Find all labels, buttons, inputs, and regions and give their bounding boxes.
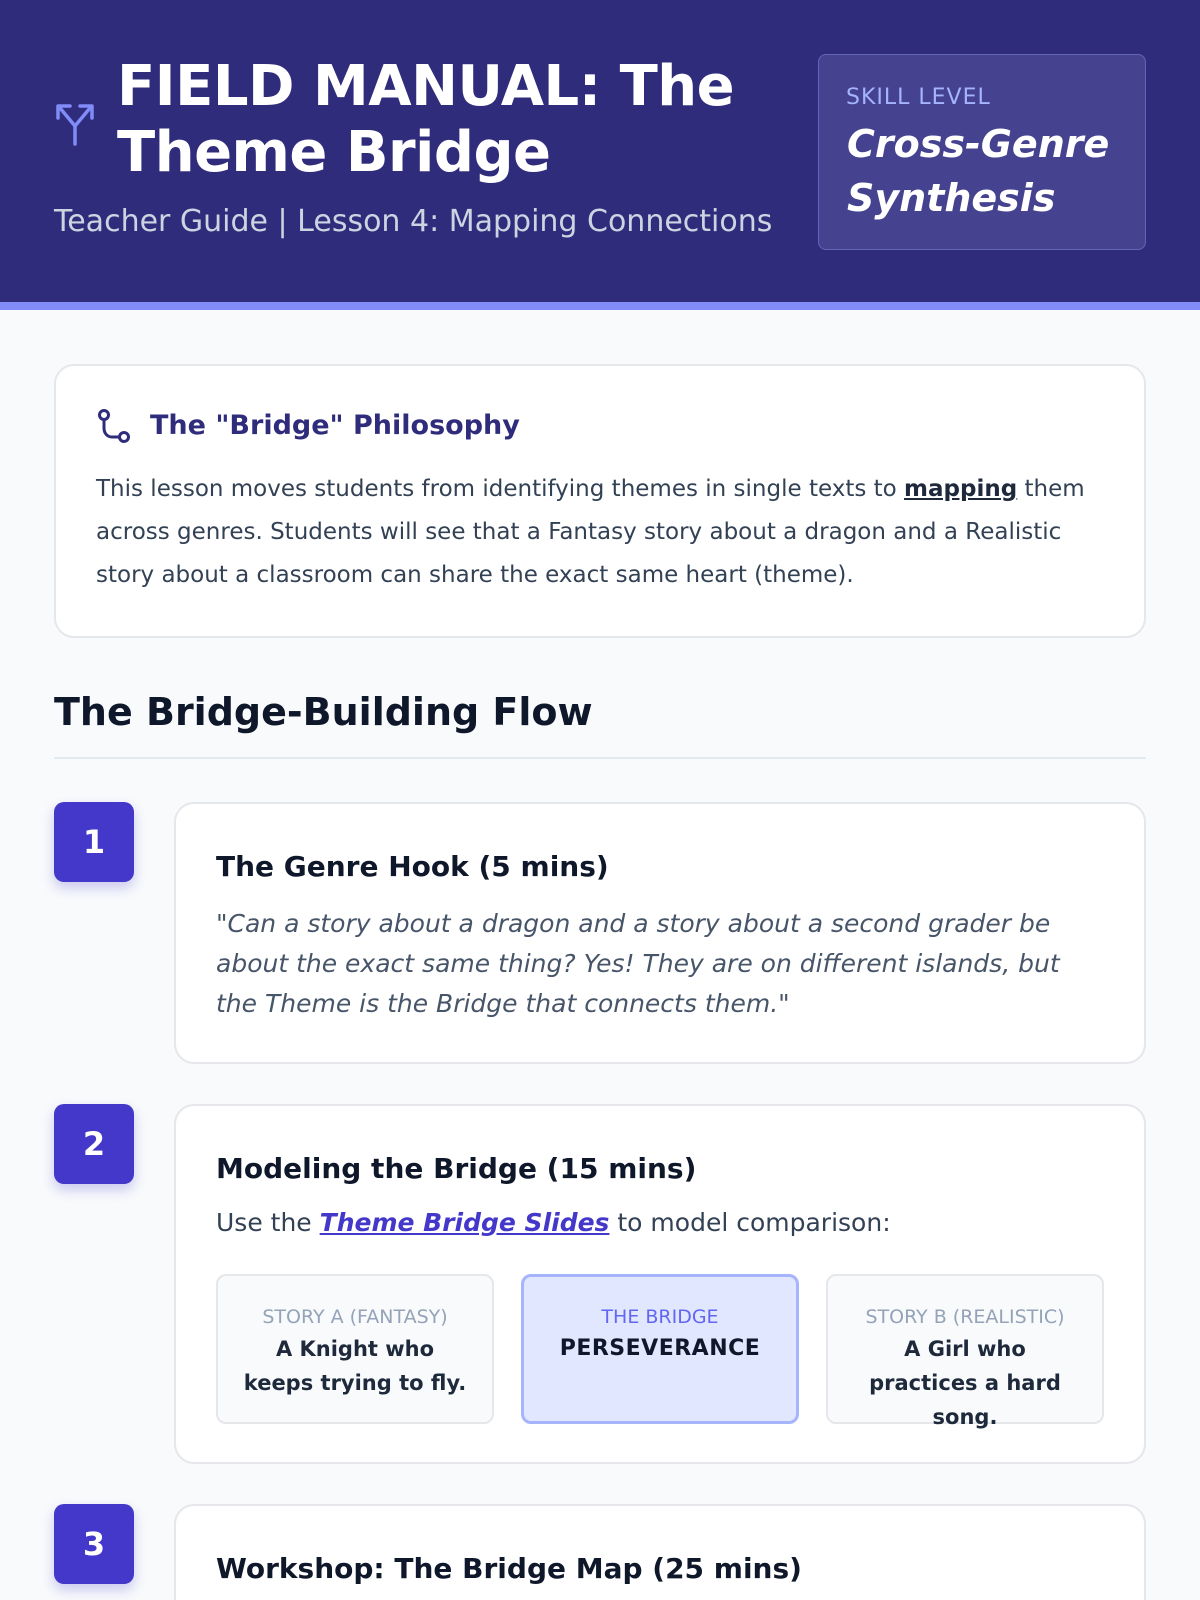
story-a-text: A Knight who keeps trying to fly. <box>243 1337 467 1395</box>
step-instruction <box>216 1208 891 1237</box>
step-card-2 <box>174 1104 1146 1464</box>
philosophy-text <box>96 468 1106 597</box>
lesson-header <box>0 0 1200 310</box>
step-card-3 <box>174 1504 1146 1600</box>
step-number-badge: 1 <box>54 802 134 882</box>
page-subtitle: Teacher Guide | Lesson 4: Mapping Connections <box>54 204 773 239</box>
section-divider <box>54 757 1146 759</box>
story-a-label: STORY A (FANTASY) <box>262 1306 448 1328</box>
instruction-text: Use the <box>216 1208 320 1237</box>
page-title: FIELD MANUAL: The Theme Bridge <box>117 54 735 185</box>
instruction-text: to model comparison: <box>609 1208 891 1237</box>
step-number-badge: 3 <box>54 1504 134 1584</box>
story-a-box <box>216 1274 494 1424</box>
philosophy-text-part: them across genres. Students will see that a Fantasy story about a dragon and a Realistic story about a classroom can share the exact same heart (theme). <box>96 476 1085 588</box>
bridge-box <box>521 1274 799 1424</box>
skill-level-value: Cross-Genre Synthesis <box>847 122 1110 220</box>
skill-level-label: SKILL LEVEL <box>846 85 991 110</box>
philosophy-emphasis: mapping <box>904 476 1018 502</box>
skill-level-badge <box>818 54 1146 250</box>
bridge-theme: PERSEVERANCE <box>559 1336 761 1361</box>
philosophy-text-part: This lesson moves students from identifying themes in single texts to <box>96 476 905 502</box>
bridge-label: THE BRIDGE <box>601 1306 719 1328</box>
step-card-1 <box>174 802 1146 1064</box>
step-quote: "Can a story about a dragon and a story about a second grader be about the exact same thing? Yes! They are on different islands, but the Theme is the Bridge that connects them." <box>216 909 1060 1018</box>
philosophy-title: The "Bridge" Philosophy <box>150 410 520 441</box>
route-icon <box>96 408 132 444</box>
theme-bridge-slides-link[interactable]: Theme Bridge Slides <box>319 1208 610 1237</box>
story-b-box <box>826 1274 1104 1429</box>
step-title: Workshop: The Bridge Map (25 mins) <box>216 1552 802 1585</box>
flow-section-title: The Bridge-Building Flow <box>54 690 593 734</box>
story-b-label: STORY B (REALISTIC) <box>865 1306 1065 1328</box>
step-number-badge: 2 <box>54 1104 134 1184</box>
step-title: Modeling the Bridge (15 mins) <box>216 1152 697 1185</box>
story-b-text: A Girl who practices a hard song. <box>869 1337 1061 1429</box>
step-title: The Genre Hook (5 mins) <box>216 850 609 883</box>
philosophy-card <box>54 364 1146 638</box>
split-arrow-icon <box>54 100 96 146</box>
